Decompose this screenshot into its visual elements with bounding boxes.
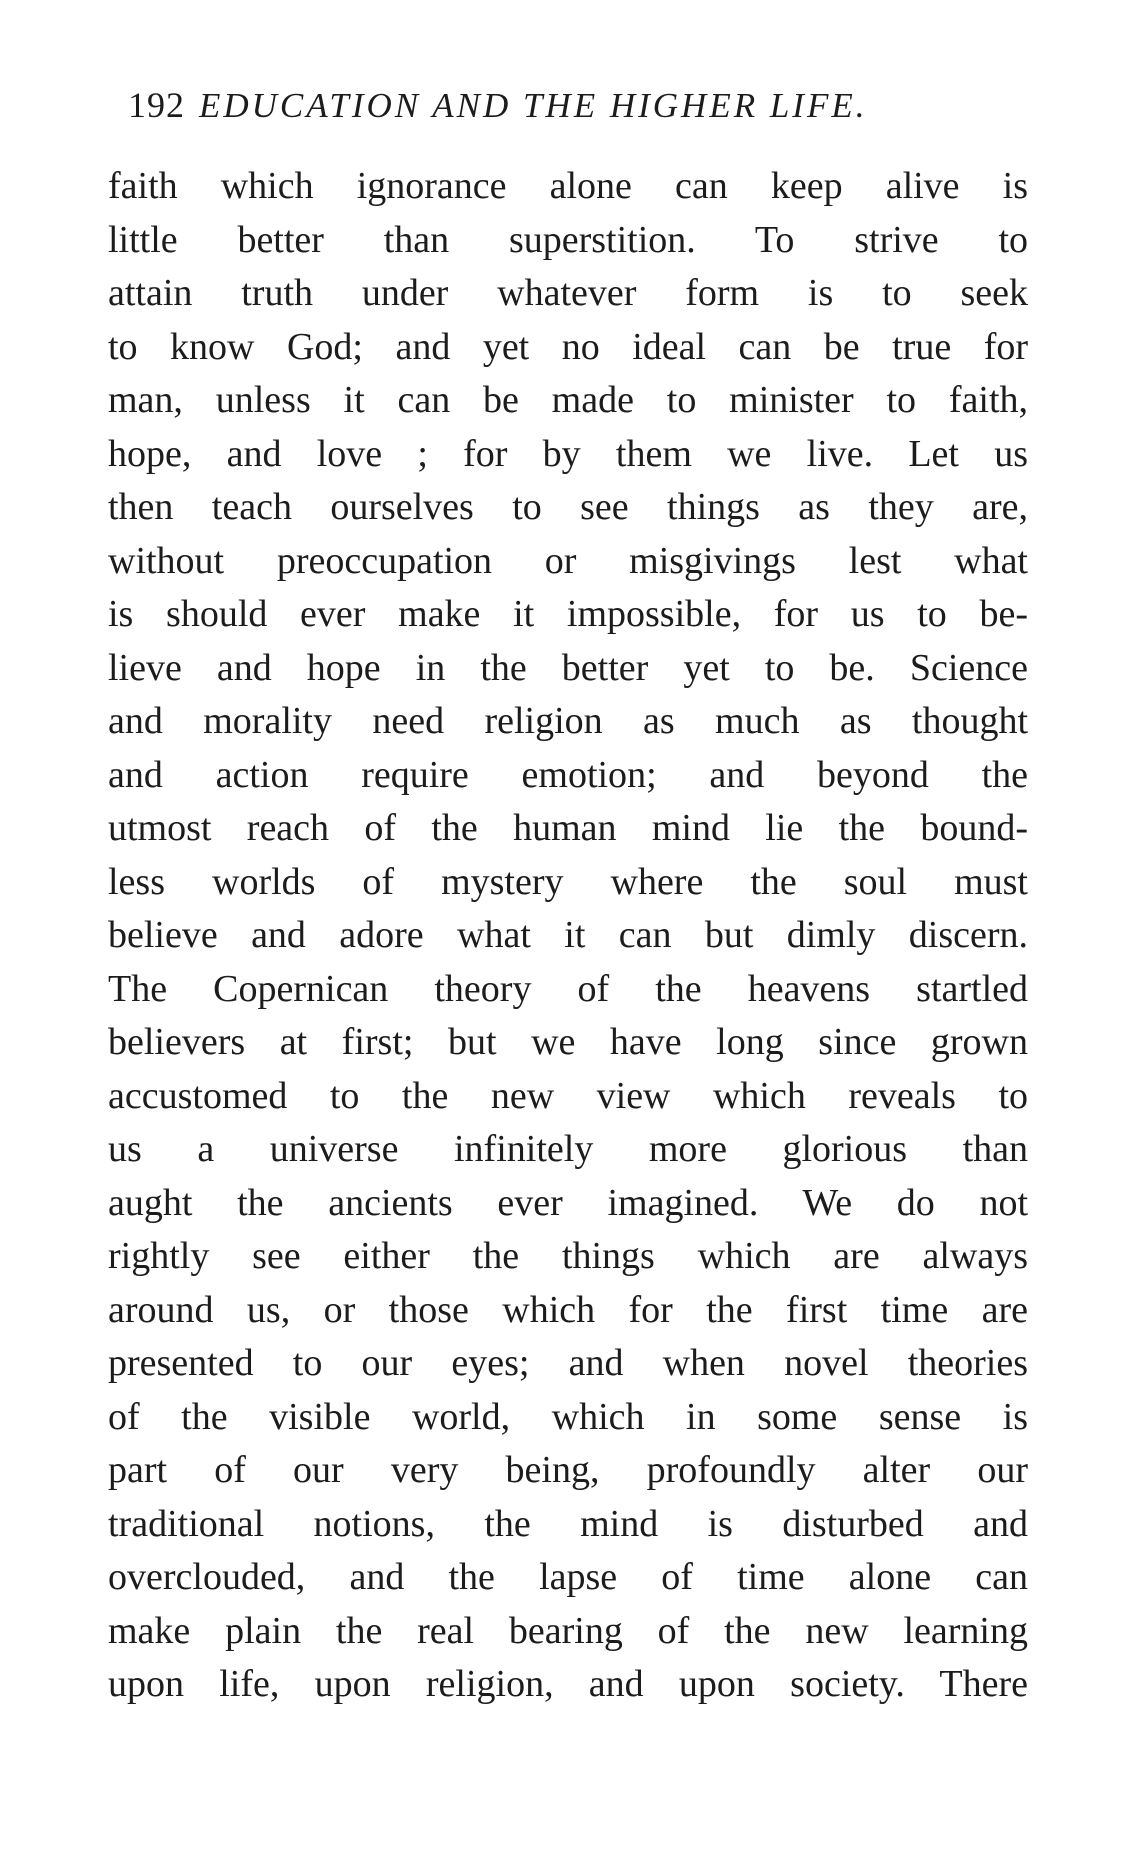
text-line: lieve and hope in the better yet to be. Science — [108, 646, 1028, 689]
text-line: of the visible world, which in some sense is — [108, 1395, 1028, 1438]
text-line: overclouded, and the lapse of time alone can — [108, 1556, 1028, 1598]
text-line: to know God; and yet no ideal can be true for — [108, 325, 1028, 368]
text-line: hope, and love ; for by them we live. Let us — [108, 432, 1028, 475]
text-line: us a universe infinitely more glorious than — [108, 1128, 1028, 1170]
text-line: aught the ancients ever imagined. We do not — [108, 1181, 1028, 1224]
text-line: believe and adore what it can but dimly discern. — [108, 914, 1028, 956]
text-line: less worlds of mystery where the soul must — [108, 860, 1028, 903]
text-line: believers at first; but we have long since grown — [108, 1021, 1028, 1063]
text-line: is should ever make it impossible, for us to be- — [108, 593, 1028, 635]
text-line: rightly see either the things which are always — [108, 1235, 1028, 1277]
text-line: The Copernican theory of the heavens startled — [108, 967, 1028, 1010]
text-line: and action require emotion; and beyond the — [108, 753, 1028, 796]
text-line: accustomed to the new view which reveals to — [108, 1074, 1028, 1117]
text-line: and morality need religion as much as thought — [108, 700, 1028, 742]
text-line: little better than superstition. To strive to — [108, 218, 1028, 261]
text-line: traditional notions, the mind is disturbed and — [108, 1502, 1028, 1545]
text-line: make plain the real bearing of the new learning — [108, 1609, 1028, 1652]
page-number: 192 — [128, 85, 185, 125]
text-line: utmost reach of the human mind lie the bound- — [108, 807, 1028, 849]
text-line: faith which ignorance alone can keep alive is — [108, 165, 1028, 207]
text-line: upon life, upon religion, and upon society. There — [108, 1663, 1028, 1705]
text-line: part of our very being, profoundly alter our — [108, 1449, 1028, 1491]
running-head — [128, 84, 988, 132]
text-line: presented to our eyes; and when novel theories — [108, 1342, 1028, 1384]
text-line: without preoccupation or misgivings lest what — [108, 539, 1028, 582]
body-text — [108, 160, 1028, 1712]
text-line: then teach ourselves to see things as they are, — [108, 486, 1028, 528]
text-line: man, unless it can be made to minister to faith, — [108, 379, 1028, 421]
text-line: attain truth under whatever form is to seek — [108, 272, 1028, 314]
text-line: around us, or those which for the first time are — [108, 1288, 1028, 1331]
running-title: EDUCATION AND THE HIGHER LIFE. — [199, 86, 868, 125]
